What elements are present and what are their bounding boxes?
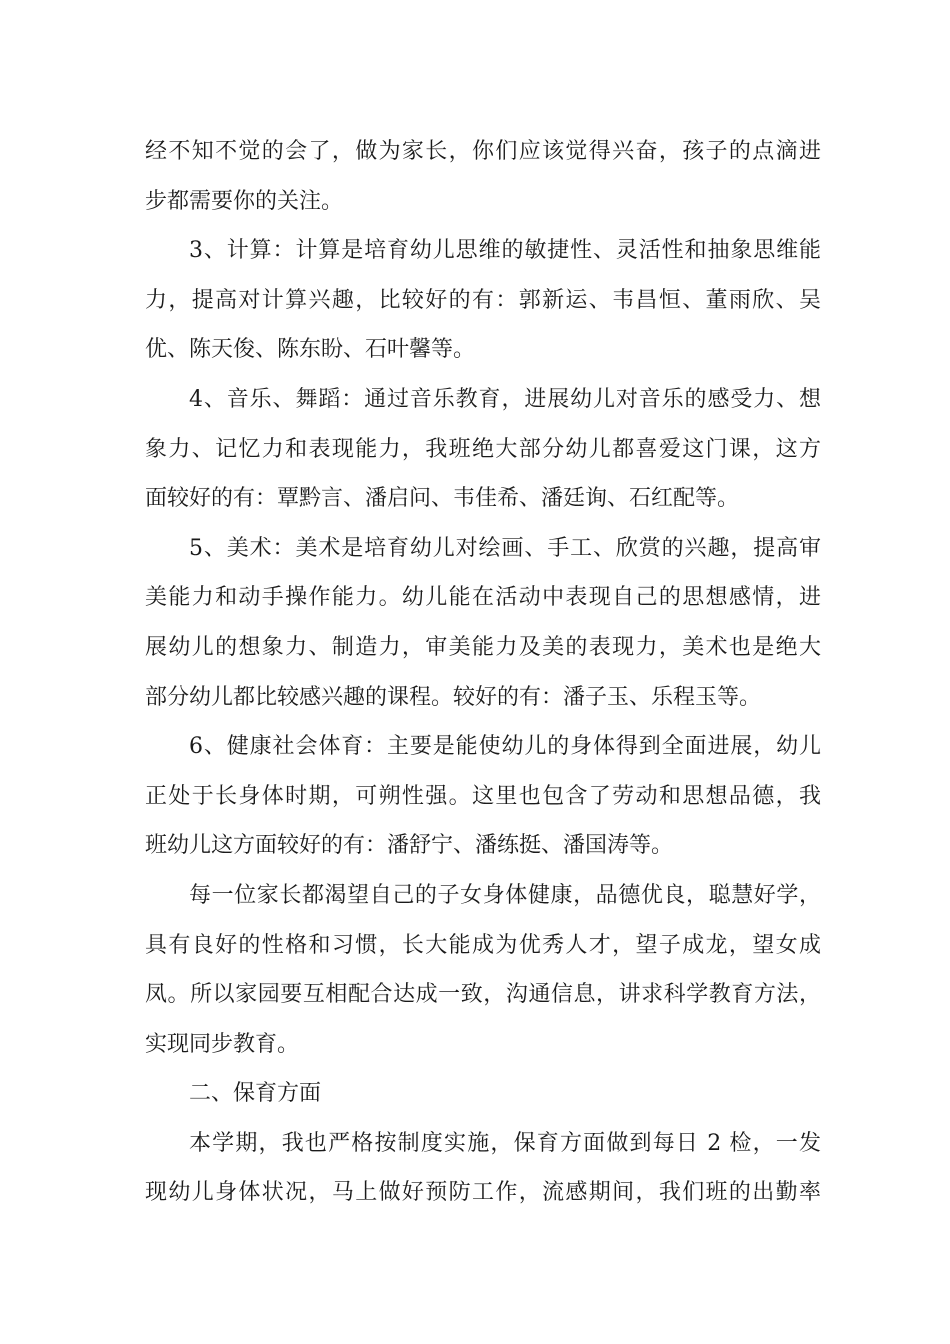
text-line: 每一位家长都渴望自己的子女身体健康，品德优良，聪慧好学， xyxy=(189,882,821,908)
text-line: 步都需要你的关注。 xyxy=(145,188,344,214)
text-line: 部分幼儿都比较感兴趣的课程。较好的有：潘子玉、乐程玉等。 xyxy=(145,684,762,710)
text-line: 实现同步教育。 xyxy=(145,1031,300,1057)
text-line: 展幼儿的想象力、制造力，审美能力及美的表现力，美术也是绝大 xyxy=(145,634,821,660)
text-line: 6、健康社会体育：主要是能使幼儿的身体得到全面进展，幼儿 xyxy=(189,734,821,760)
text-line: 象力、记忆力和表现能力，我班绝大部分幼儿都喜爱这门课，这方 xyxy=(145,436,821,462)
text-line: 3、计算：计算是培育幼儿思维的敏捷性、灵活性和抽象思维能 xyxy=(189,238,821,264)
text-line: 面较好的有：覃黔言、潘启问、韦佳希、潘廷询、石红配等。 xyxy=(145,486,740,512)
text-line: 现幼儿身体状况，马上做好预防工作，流感期间，我们班的出勤率 xyxy=(145,1180,821,1206)
text-line: 班幼儿这方面较好的有：潘舒宁、潘练挺、潘国涛等。 xyxy=(145,833,674,859)
text-line: 本学期，我也严格按制度实施，保育方面做到每日 2 检，一发 xyxy=(189,1130,821,1156)
text-line: 4、音乐、舞蹈：通过音乐教育，进展幼儿对音乐的感受力、想 xyxy=(189,386,821,412)
text-line: 具有良好的性格和习惯，长大能成为优秀人才，望子成龙，望女成 xyxy=(145,932,821,958)
text-line: 正处于长身体时期，可朔性强。这里也包含了劳动和思想品德，我 xyxy=(145,783,821,809)
section-heading: 二、保育方面 xyxy=(189,1081,322,1107)
text-line: 5、美术：美术是培育幼儿对绘画、手工、欣赏的兴趣，提高审 xyxy=(189,535,821,561)
text-line: 美能力和动手操作能力。幼儿能在活动中表现自己的思想感情，进 xyxy=(145,585,821,611)
text-line: 优、陈天俊、陈东盼、石叶馨等。 xyxy=(145,337,476,363)
text-line: 凤。所以家园要互相配合达成一致，沟通信息，讲求科学教育方法， xyxy=(145,982,821,1008)
text-line: 经不知不觉的会了，做为家长，你们应该觉得兴奋，孩子的点滴进 xyxy=(145,139,821,164)
text-line: 力，提高对计算兴趣，比较好的有：郭新运、韦昌恒、董雨欣、吴 xyxy=(145,287,821,313)
document-body xyxy=(145,127,821,1218)
